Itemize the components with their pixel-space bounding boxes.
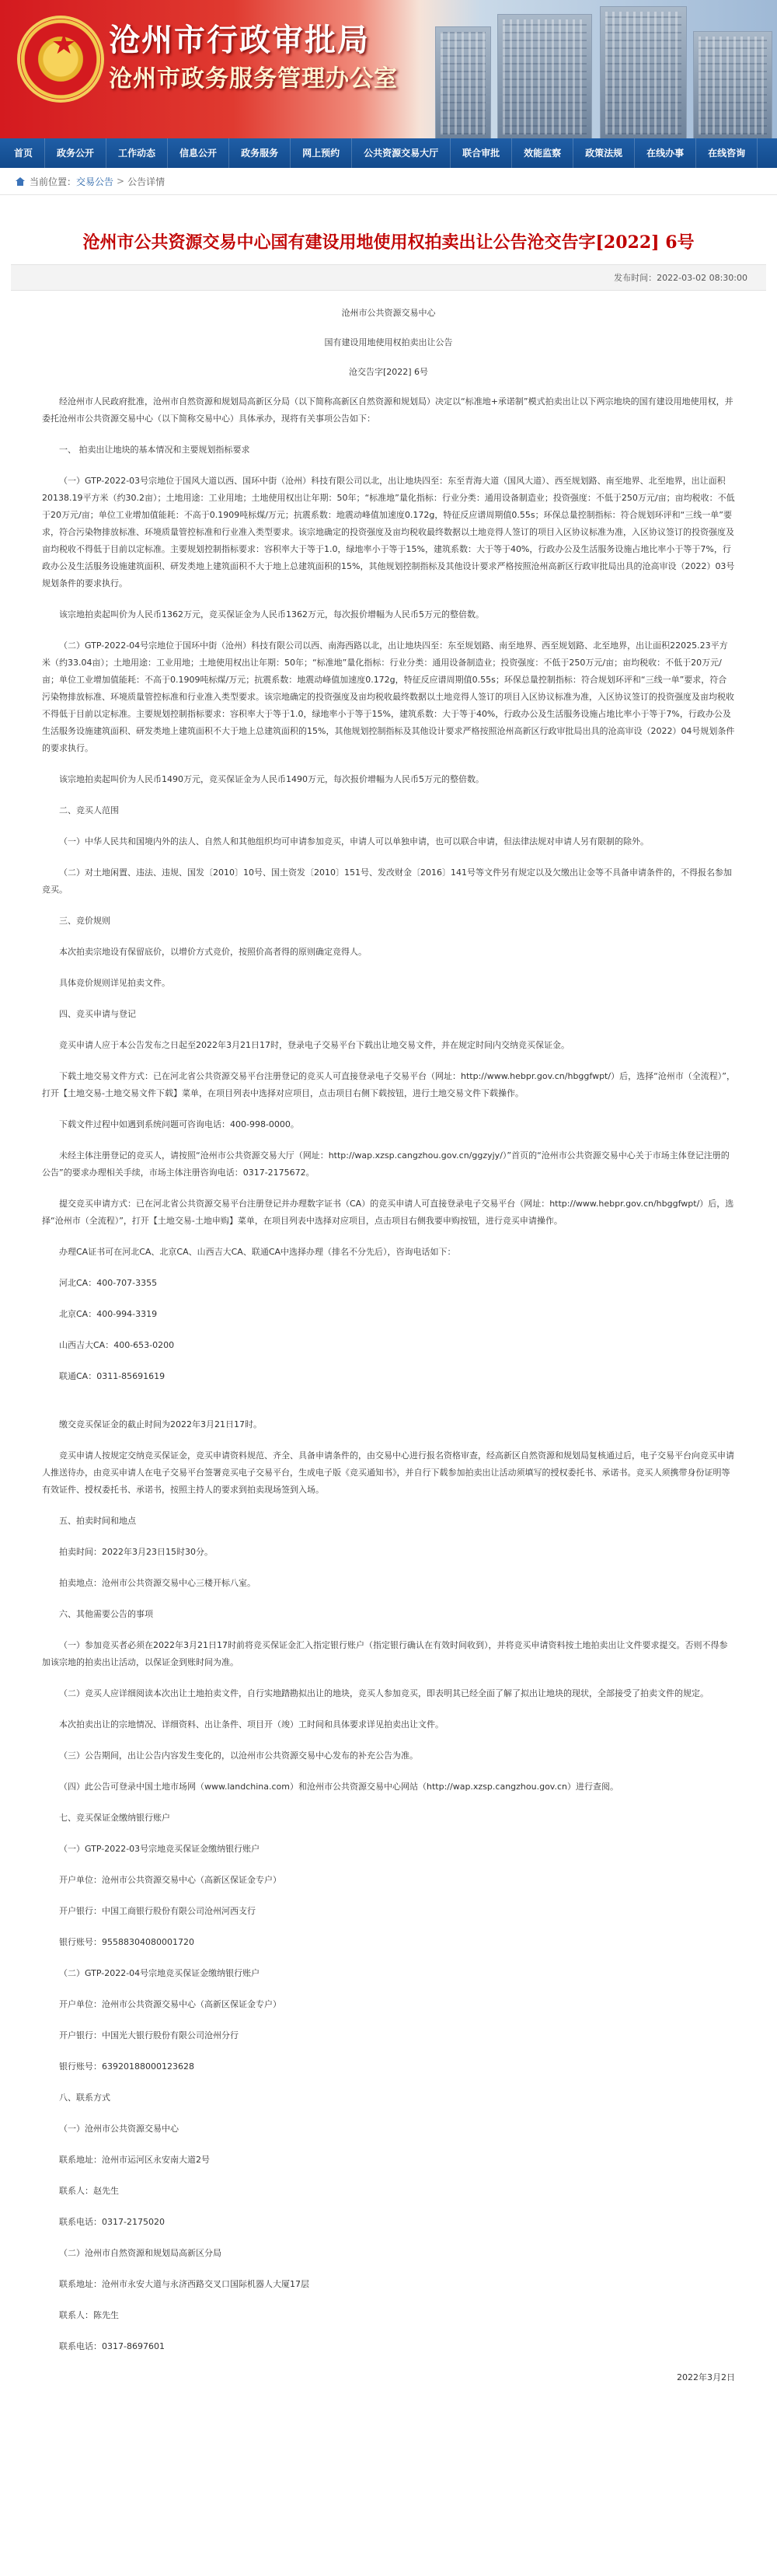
- national-emblem-icon: [17, 16, 104, 103]
- building-image: [693, 31, 772, 138]
- paragraph: 联系电话：0317-2175020: [59, 2217, 165, 2227]
- paragraph: 缴交竞买保证金的截止时间为2022年3月21日17时。: [59, 1419, 262, 1429]
- main-nav: [0, 138, 777, 168]
- nav-gov-affairs[interactable]: 政务公开: [45, 138, 106, 168]
- paragraph: 四、竞买申请与登记: [59, 1009, 136, 1019]
- paragraph: 开户单位：沧州市公共资源交易中心（高新区保证金专户）: [59, 1875, 281, 1885]
- breadcrumb: [0, 168, 777, 195]
- paragraph: 竞买申请人应于本公告发布之日起至2022年3月21日17时，登录电子交易平台下载出让地交易文件，并在规定时间内交纳竞买保证金。: [59, 1040, 570, 1050]
- paragraph: 具体竞价规则详见拍卖文件。: [59, 978, 170, 988]
- paragraph: 六、其他需要公告的事项: [59, 1609, 153, 1619]
- star-icon: ★: [51, 29, 77, 61]
- breadcrumb-current: 公告详情: [127, 176, 166, 187]
- paragraph: 下载文件过程中如遇到系统问题可咨询电话：400-998-0000。: [59, 1119, 299, 1129]
- paragraph: （二）GTP-2022-04号宗地竞买保证金缴纳银行账户: [59, 1968, 260, 1978]
- nav-policy[interactable]: 政策法规: [573, 138, 635, 168]
- building-image: [600, 6, 687, 138]
- paragraph: 提交竞买申请方式：已在河北省公共资源交易平台注册登记并办理数字证书（CA）的竞买申请人可直接登录电子交易平台（网址：http://www.hebpr.gov.cn/hbggfwpt/）后，选择“沧州市（全流程）”，打开【土地交易-土地申购】菜单，在项目列表中选择对应项目，点击项目右侧我要申购按钮，进行竞买申请操作。: [42, 1199, 734, 1226]
- paragraph: 联系地址：沧州市运河区永安南大道2号: [59, 2155, 210, 2165]
- paragraph: 该宗地拍卖起叫价为人民币1362万元，竞买保证金为人民币1362万元，每次报价增幅为人民币5万元的整倍数。: [59, 609, 484, 620]
- paragraph: 五、拍卖时间和地点: [59, 1516, 136, 1526]
- paragraph: 北京CA：400-994-3319: [59, 1309, 158, 1319]
- building-image: [497, 14, 592, 138]
- paragraph: 下载土地交易文件方式：已在河北省公共资源交易平台注册登记的竞买人可直接登录电子交易平台（网址：http://www.hebpr.gov.cn/hbggfwpt/）后，选择“沧州市（全流程）”，打开【土地交易-土地交易文件下载】菜单，在项目列表中选择对应项目，点击项目右侧下载按钮，进行土地交易文件下载操作。: [42, 1071, 735, 1098]
- paragraph: 一、 拍卖出让地块的基本情况和主要规划指标要求: [59, 445, 250, 455]
- paragraph: 银行账号：63920188000123628: [59, 2061, 194, 2072]
- paragraph: （一）沧州市公共资源交易中心: [59, 2124, 179, 2134]
- paragraph: （一）GTP-2022-03号宗地竞买保证金缴纳银行账户: [59, 1844, 260, 1854]
- nav-consult[interactable]: 在线咨询: [696, 138, 758, 168]
- nav-public-resource[interactable]: 公共资源交易大厅: [352, 138, 451, 168]
- paragraph: 银行账号：95588304080001720: [59, 1937, 194, 1947]
- nav-info-disclosure[interactable]: 信息公开: [168, 138, 229, 168]
- page-title: 沧州市公共资源交易中心国有建设用地使用权拍卖出让公告沧交告字[2022] 6号: [82, 232, 695, 253]
- paragraph-list: [42, 393, 735, 2355]
- nav-work-news[interactable]: 工作动态: [106, 138, 168, 168]
- site-header: [0, 0, 777, 138]
- nav-home[interactable]: 首页: [0, 138, 45, 168]
- home-icon: [16, 177, 25, 186]
- nav-gov-service[interactable]: 政务服务: [229, 138, 291, 168]
- paragraph: 开户银行：中国工商银行股份有限公司沧州河西支行: [59, 1906, 256, 1916]
- paragraph: 联系人：赵先生: [59, 2186, 119, 2196]
- paragraph: 拍卖时间：2022年3月23日15时30分。: [59, 1547, 213, 1557]
- paragraph: （二）竞买人应详细阅读本次出让土地拍卖文件，自行实地踏勘拟出让的地块，竞买人参加竞买，即表明其已经全面了解了拟出让地块的现状，全部接受了拍卖文件的规定。: [59, 1688, 709, 1698]
- paragraph: 联系电话：0317-8697601: [59, 2341, 165, 2351]
- publish-time: 发布时间：2022-03-02 08:30:00: [11, 264, 766, 291]
- paragraph: 联系地址：沧州市永安大道与永济西路交叉口国际机器人大厦17层: [59, 2279, 309, 2289]
- paragraph: （四）此公告可登录中国土地市场网（www.landchina.com）和沧州市公共资源交易中心网站（http://wap.xzsp.cangzhou.gov.cn）进行查阅。: [59, 1782, 618, 1792]
- paragraph: 开户单位：沧州市公共资源交易中心（高新区保证金专户）: [59, 1999, 281, 2009]
- paragraph: （二）沧州市自然资源和规划局高新区分局: [59, 2248, 221, 2258]
- paragraph: 八、联系方式: [59, 2093, 110, 2103]
- breadcrumb-link[interactable]: 交易公告: [76, 176, 114, 187]
- paragraph: 经沧州市人民政府批准，沧州市自然资源和规划局高新区分局（以下简称高新区自然资源和规划局）决定以“标准地+承诺制”模式拍卖出让以下两宗地块的国有建设用地使用权，并委托沧州市公共资源交易中心（以下简称交易中心）具体承办，现将有关事项公告如下：: [42, 396, 733, 424]
- paragraph: （三）公告期间，出让公告内容发生变化的，以沧州市公共资源交易中心发布的补充公告为准。: [59, 1750, 418, 1761]
- paragraph: 竞买申请人按规定交纳竞买保证金，竞买申请资料规范、齐全、具备申请条件的，由交易中心进行报名资格审查，经高新区自然资源和规划局复核通过后，电子交易平台向竞买申请人推送待办，由竞买申请人在电子交易平台签署竞买电子交易平台，生成电子版《竞买通知书》，并自行下载参加拍卖出让活动须填写的授权委托书、承诺书。竞买人须携带身份证明等有效证件、授权委托书、承诺书，按照主持人的要求到拍卖现场签到入场。: [42, 1450, 734, 1495]
- paragraph: 二、竞买人范围: [59, 805, 119, 815]
- paragraph: 拍卖地点：沧州市公共资源交易中心三楼开标八室。: [59, 1578, 256, 1588]
- paragraph: 七、竞买保证金缴纳银行账户: [59, 1813, 170, 1823]
- paragraph: 办理CA证书可在河北CA、北京CA、山西吉大CA、联通CA中选择办理（排名不分先后），咨询电话如下：: [59, 1247, 456, 1257]
- breadcrumb-separator: >: [117, 176, 125, 187]
- paragraph: （一）参加竞买者必须在2022年3月21日17时前将竞买保证金汇入指定银行账户（指定银行确认在有效时间收到），并将竞买申请资料按土地拍卖出让文件要求提交。否则不得参加该宗地的拍卖出让活动，以保证金到账时间为准。: [42, 1640, 728, 1667]
- building-image: [435, 26, 491, 138]
- paragraph: （二）GTP-2022-04号宗地位于国环中街（沧州）科技有限公司以西、南海西路以北，出让地块四至：东至规划路、南至地界、西至规划路、北至地界，出让面积22025.23平方米（约33.04亩）；土地用途：工业用地；土地使用权出让年期：50年；“标准地”量化指标：行业分类：通用设备制造业；投资强度：不低于250万元/亩；亩均税收：不低于20万元/亩；单位工业增加值能耗：不高于0.1909吨标煤/万元；抗震系数：地震动峰值加速度0.172g，特征反应谱周期值0.55s；环保总量控制指标：符合规划环评和“三线一单”要求，符合污染物排放标准、环境质量管控标准和行业准入类型要求。该宗地确定的投资强度及亩均税收最终数据以土地竞得人签订的项目入区协议标准为准，入区协议签订的投资强度及亩均税收不得低于目前以定标准。主要规划控制指标要求：容积率大于等于1.0，绿地率小于等于15%，建筑系数：大于等于40%，行政办公及生活服务设施占地比率小于等于7%，行政办公及生活服务设施建筑面积、研发类地上建筑面积不大于地上总建筑面积的15%，其他规划控制指标及其他设计要求严格按照沧州高新区行政审批局出具的沧高审设（2022）04号规划条件的要求执行。: [42, 641, 735, 753]
- nav-joint-approval[interactable]: 联合审批: [451, 138, 512, 168]
- issuer: 沧州市公共资源交易中心: [341, 308, 436, 318]
- paragraph: 本次拍卖出让的宗地情况、详细资料、出让条件、项目开（竣）工时间和具体要求详见拍卖出让文件。: [59, 1719, 444, 1730]
- paragraph: 三、竞价规则: [59, 916, 110, 926]
- notice-name: 国有建设用地使用权拍卖出让公告: [324, 337, 453, 347]
- paragraph: 未经主体注册登记的竞买人，请按照“沧州市公共资源交易大厅（网址：http://wap.xzsp.cangzhou.gov.cn/ggzyjy/）”首页的“沧州市公共资源交易中心关于市场主体登记注册的公告”的要求办理相关手续，市场主体注册咨询电话：0317-2175672。: [42, 1150, 730, 1178]
- paragraph: （二）对土地闲置、违法、违规、国发〔2010〕10号、国土资发〔2010〕151号、发改财金〔2016〕141号等文件另有规定以及欠缴出让金等不具备申请条件的，不得报名参加竞买。: [42, 867, 732, 895]
- article-date: 2022年3月2日: [677, 2372, 735, 2382]
- paragraph: （一）GTP-2022-03号宗地位于国风大道以西、国环中街（沧州）科技有限公司以北，出让地块四至：东至青海大道（国风大道）、西至规划路、南至地界、北至地界，出让面积20138.19平方米（约30.2亩）；土地用途：工业用地；土地使用权出让年期：50年；“标准地”量化指标：行业分类：通用设备制造业；投资强度：不低于250万元/亩；亩均税收：不低于20万元/亩；单位工业增加值能耗：不高于0.1909吨标煤/万元；抗震系数：地震动峰值加速度0.172g，特征反应谱周期值0.55s；环保总量控制指标：符合规划环评和“三线一单”要求，符合污染物排放标准、环境质量管控标准和行业准入类型要求。该宗地确定的投资强度及亩均税收最终数据以土地竞得人签订的项目入区协议标准为准，入区协议签订的投资强度及亩均税收不得低于目前以定标准。主要规划控制指标要求：容积率大于等于1.0，绿地率小于等于15%，建筑系数：大于等于40%，行政办公及生活服务设施占地比率小于等于7%，行政办公及生活服务设施建筑面积、研发类地上建筑面积不大于地上总建筑面积的15%，其他规划控制指标及其他设计要求严格按照沧州高新区行政审批局出具的沧高审设（2022）03号规划条件的要求执行。: [42, 476, 735, 588]
- nav-efficiency[interactable]: 效能监察: [512, 138, 573, 168]
- paragraph: 本次拍卖宗地设有保留底价，以增价方式竞价，按照价高者得的原则确定竞得人。: [59, 947, 367, 957]
- notice-number: 沧交告字[2022] 6号: [348, 367, 429, 377]
- nav-online-booking[interactable]: 网上预约: [291, 138, 352, 168]
- paragraph: 联通CA：0311-85691619: [59, 1371, 166, 1381]
- nav-online-service[interactable]: 在线办事: [635, 138, 696, 168]
- paragraph: 开户银行：中国光大银行股份有限公司沧州分行: [59, 2030, 239, 2040]
- article-body: [0, 291, 777, 2386]
- paragraph: 河北CA：400-707-3355: [59, 1278, 158, 1288]
- paragraph: 山西吉大CA：400-653-0200: [59, 1340, 175, 1350]
- breadcrumb-label: 当前位置：: [30, 176, 77, 187]
- paragraph: （一）中华人民共和国境内外的法人、自然人和其他组织均可申请参加竞买，申请人可以单独申请，也可以联合申请，但法律法规对申请人另有限制的除外。: [59, 836, 649, 846]
- paragraph: 该宗地拍卖起叫价为人民币1490万元，竞买保证金为人民币1490万元，每次报价增幅为人民币5万元的整倍数。: [59, 774, 484, 784]
- site-title: 沧州市行政审批局: [109, 22, 370, 58]
- site-subtitle: 沧州市政务服务管理办公室: [109, 65, 398, 92]
- paragraph: 联系人：陈先生: [59, 2310, 119, 2320]
